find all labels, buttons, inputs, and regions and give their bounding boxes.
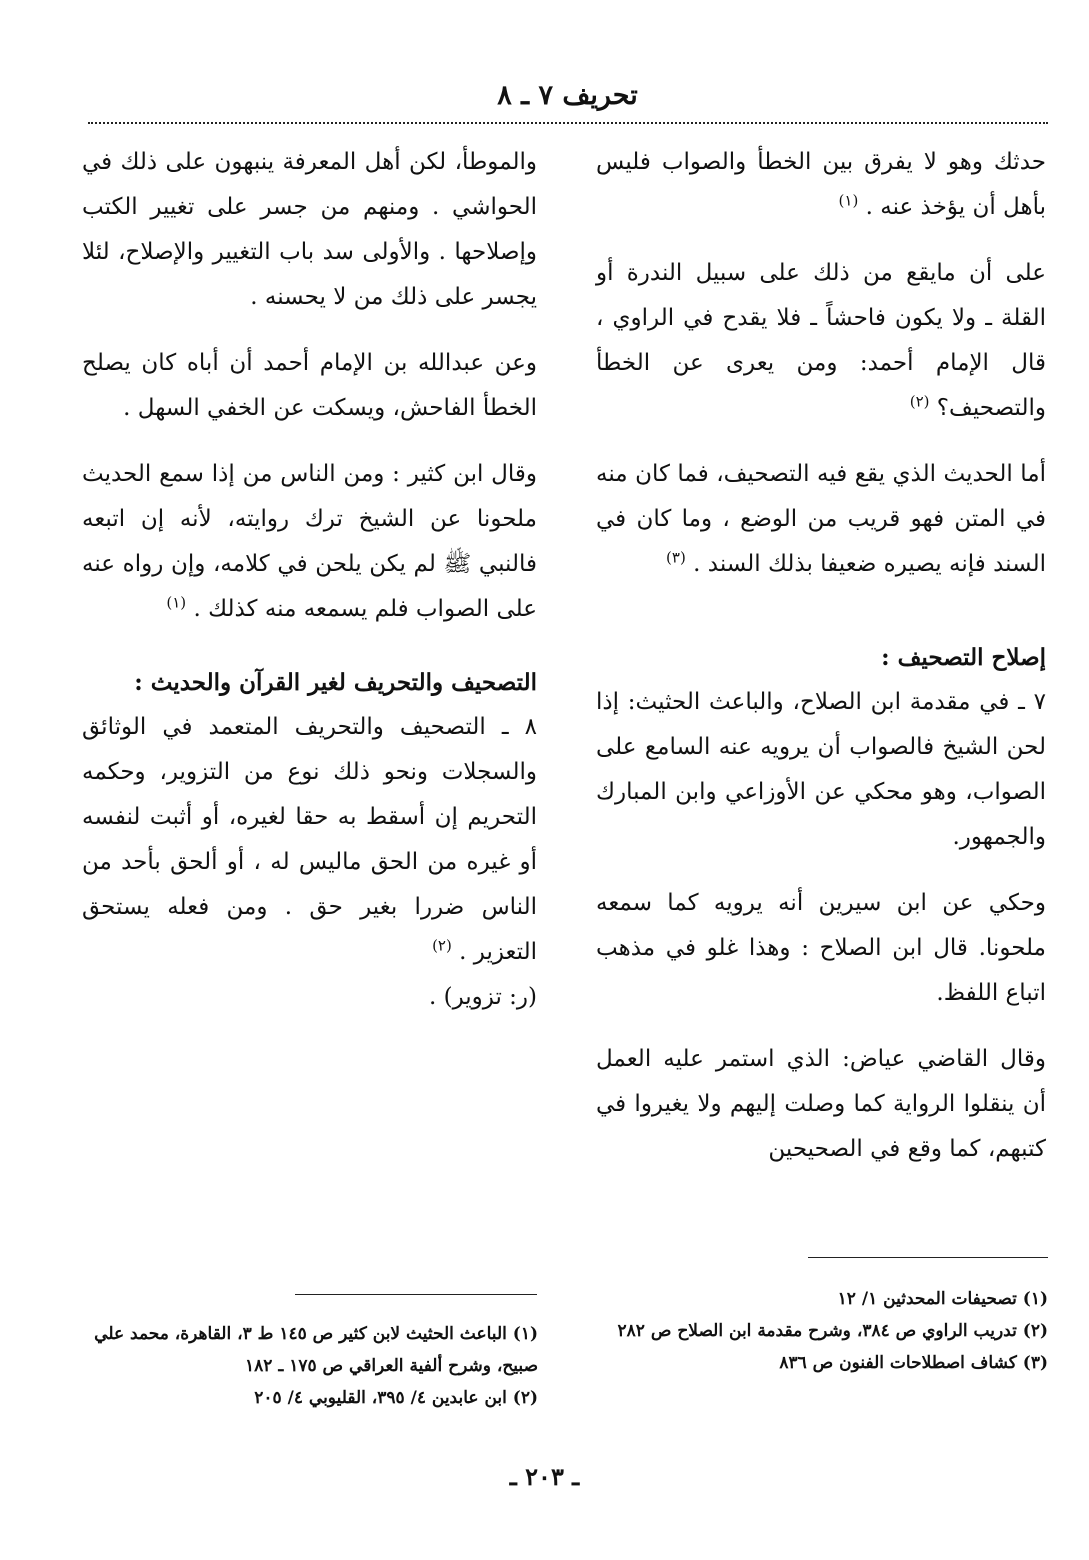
left-paragraph-3 bbox=[82, 452, 537, 632]
footnote-ref: (٢) bbox=[432, 936, 452, 955]
right-paragraph-2 bbox=[596, 251, 1046, 431]
paragraph-text: أما الحديث الذي يقع فيه التصحيف، فما كان منه في المتن فهو قريب من الوضع ، وما كان في السند فإنه يصيره ضعيفا بذلك السند . bbox=[596, 461, 1046, 577]
section-heading: إصلاح التصحيف : bbox=[881, 644, 1046, 671]
right-section-paragraph-1 bbox=[596, 680, 1046, 860]
paragraph-text: على أن مايقع من ذلك على سبيل الندرة أو القلة ـ ولا يكون فاحشاً ـ فلا يقدح في الراوي ، قال الإمام أحمد: ومن يعرى عن الخطأ والتصحيف؟ bbox=[596, 260, 1046, 421]
right-paragraph-3 bbox=[596, 452, 1046, 587]
paragraph-text: حدثك وهو لا يفرق بين الخطأ والصواب فليس بأهل أن يؤخذ عنه . bbox=[596, 149, 1046, 220]
left-paragraph-2 bbox=[82, 341, 537, 431]
right-section-paragraph-2 bbox=[596, 881, 1046, 1016]
paragraph-text: ٧ ـ في مقدمة ابن الصلاح، والباعث الحثيث: إذا لحن الشيخ فالصواب أن يرويه عنه السامع على الصواب، وهو محكي عن الأوزاعي وابن المبارك والجمهور. bbox=[596, 689, 1046, 850]
paragraph-text: وعن عبدالله بن الإمام أحمد أن أباه كان يصلح الخطأ الفاحش، ويسكت عن الخفي السهل . bbox=[82, 350, 537, 421]
running-header bbox=[90, 80, 1045, 124]
footnote-ref: (١) bbox=[838, 191, 859, 210]
paragraph-text: وقال ابن كثير : ومن الناس من إذا سمع الحديث ملحونا عن الشيخ ترك روايته، لأنه إن اتبعه فالنبي ﷺ لم يكن يلحن في كلامه، وإن رواه عنه على الصواب فلم يسمعه منه كذلك . bbox=[82, 461, 537, 622]
section-heading: التصحيف والتحريف لغير القرآن والحديث : bbox=[134, 669, 537, 696]
paragraph-text: والموطأ، لكن أهل المعرفة ينبهون على ذلك في الحواشي . ومنهم من جسر على تغيير الكتب وإصلاحها . والأولى سد باب التغيير والإصلاح، لئلا يجسر على ذلك من لا يحسنه . bbox=[82, 149, 537, 310]
footnote-rule-left bbox=[295, 1294, 537, 1295]
footnote: (١) الباعث الحثيث لابن كثير ص ١٤٥ ط ٣، القاهرة، محمد علي صبيح، وشرح ألفية العراقي ص ١٧٥ ـ ١٨٢ bbox=[94, 1324, 538, 1376]
right-column bbox=[596, 140, 1046, 1172]
footnotes-right bbox=[596, 1283, 1048, 1379]
left-paragraph-1 bbox=[82, 140, 537, 320]
left-section-paragraph-1 bbox=[82, 705, 537, 975]
footnote-ref: (٢) bbox=[909, 392, 930, 411]
paragraph-text: (ر: تزوير) . bbox=[428, 984, 537, 1010]
footnote: (٢) ابن عابدين ٤/ ٣٩٥، القليوبي ٤/ ٢٠٥ bbox=[254, 1388, 538, 1408]
left-section-paragraph-2 bbox=[82, 975, 537, 1020]
paragraph-text: وحكي عن ابن سيرين أنه يرويه كما سمعه ملحونا. قال ابن الصلاح : وهذا غلو في مذهب اتباع اللفظ. bbox=[596, 890, 1046, 1006]
paragraph-text: ٨ ـ التصحيف والتحريف المتعمد في الوثائق والسجلات ونحو ذلك نوع من التزوير، وحكمه التحريم إن أسقط به حقا لغيره، أو أثبت لنفسه أو غيره من الحق ماليس له ، أو ألحق بأحد من الناس ضررا بغير حق . ومن فعله يستحق التعزير . bbox=[82, 714, 537, 965]
left-column bbox=[82, 140, 537, 1020]
footnote-rule-right bbox=[808, 1257, 1048, 1258]
paragraph-text: وقال القاضي عياض: الذي استمر عليه العمل أن ينقلوا الرواية كما وصلت إليهم ولا يغيروا في كتبهم، كما وقع في الصحيحين bbox=[596, 1046, 1046, 1162]
header-title: تحريف ٧ ـ ٨ bbox=[497, 80, 638, 111]
page-number: ـ ٢٠٣ ـ bbox=[509, 1462, 580, 1491]
header-dotted-rule bbox=[88, 122, 1048, 124]
footnotes-left bbox=[80, 1318, 538, 1414]
footnote: (٢) تدريب الراوي ص ٣٨٤، وشرح مقدمة ابن الصلاح ص ٢٨٢ bbox=[617, 1321, 1048, 1341]
footnote-ref: (٣) bbox=[666, 548, 686, 567]
footnote: (١) تصحيفات المحدثين ١/ ١٢ bbox=[837, 1289, 1048, 1309]
right-section-paragraph-3 bbox=[596, 1037, 1046, 1172]
footnote: (٣) كشاف اصطلاحات الفنون ص ٨٣٦ bbox=[779, 1353, 1048, 1373]
footnote-ref: (١) bbox=[166, 593, 187, 612]
right-paragraph-1 bbox=[596, 140, 1046, 230]
